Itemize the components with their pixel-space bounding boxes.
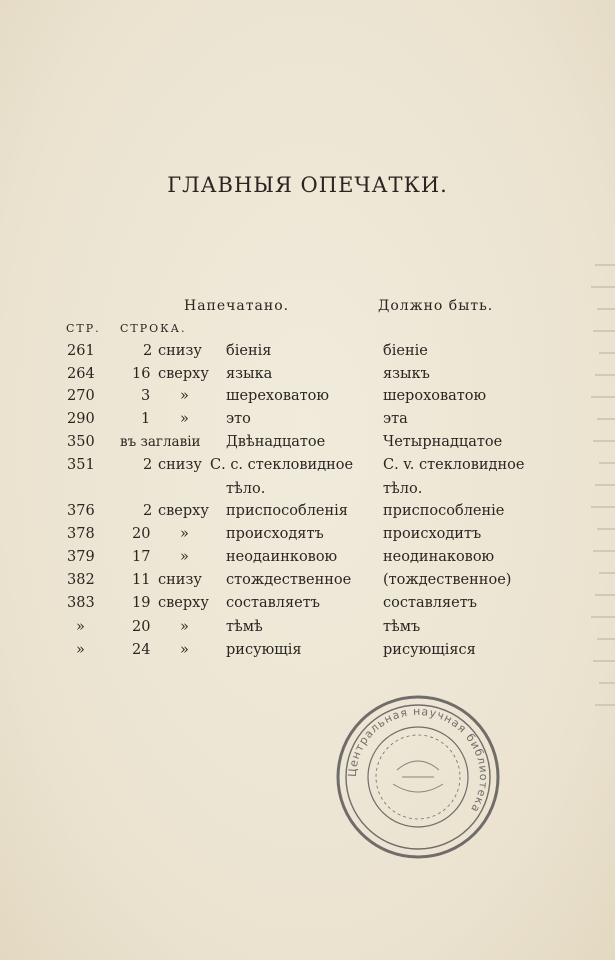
cell-side: снизу bbox=[158, 343, 202, 359]
cell-page: » bbox=[76, 619, 85, 635]
cell-line: 20 bbox=[132, 526, 151, 542]
header-should-be: Должно быть. bbox=[378, 298, 494, 314]
cell-printed: С. с. стекловидное bbox=[210, 457, 354, 473]
cell-line: въ заглавіи bbox=[120, 434, 201, 450]
cell-page: » bbox=[76, 642, 85, 658]
cell-printed: шереховатою bbox=[226, 388, 330, 404]
cell-side: » bbox=[180, 388, 189, 404]
cell-page: 382 bbox=[67, 572, 95, 588]
table-row bbox=[0, 592, 615, 614]
cell-side: » bbox=[180, 526, 189, 542]
table-row bbox=[0, 569, 615, 591]
table-row bbox=[0, 616, 615, 638]
table-row bbox=[0, 408, 615, 430]
cell-line: 20 bbox=[132, 619, 151, 635]
table-row bbox=[0, 385, 615, 407]
cell-printed: это bbox=[226, 411, 251, 427]
cell-page: 270 bbox=[67, 388, 95, 404]
table-row bbox=[0, 546, 615, 568]
cell-correct: тѣмъ bbox=[383, 619, 421, 635]
cell-correct: происходитъ bbox=[383, 526, 482, 542]
table-row bbox=[0, 523, 615, 545]
cell-correct: Четырнадцатое bbox=[383, 434, 503, 450]
cell-side: » bbox=[180, 642, 189, 658]
cell-page: 383 bbox=[67, 595, 95, 611]
cell-line: 2 bbox=[143, 503, 153, 519]
cell-printed: неодаинковою bbox=[226, 549, 338, 565]
cell-side: сверху bbox=[158, 503, 209, 519]
cell-correct: біеніе bbox=[383, 343, 428, 359]
cell-side: снизу bbox=[158, 457, 202, 473]
table-row bbox=[0, 431, 615, 453]
header-line: СТРОКА. bbox=[120, 322, 187, 335]
cell-correct: составляетъ bbox=[383, 595, 477, 611]
cell-page: 264 bbox=[67, 366, 95, 382]
svg-text:Центральная научная библиотека: Центральная научная библиотека bbox=[345, 704, 491, 816]
cell-line: 16 bbox=[132, 366, 151, 382]
cell-page: 351 bbox=[67, 457, 95, 473]
cell-line: 1 bbox=[141, 411, 151, 427]
cell-side: » bbox=[180, 619, 189, 635]
cell-page: 290 bbox=[67, 411, 95, 427]
cell-correct: языкъ bbox=[383, 366, 430, 382]
cell-side: » bbox=[180, 549, 189, 565]
cell-correct: (тождественное) bbox=[383, 572, 512, 588]
cell-page: 261 bbox=[67, 343, 95, 359]
table-row bbox=[0, 363, 615, 385]
cell-line: 3 bbox=[141, 388, 151, 404]
cell-printed: стождественное bbox=[226, 572, 352, 588]
cell-correct: неодинаковою bbox=[383, 549, 495, 565]
cell-correct: тѣло. bbox=[383, 481, 423, 497]
cell-printed: приспособленія bbox=[226, 503, 348, 519]
page-title: ГЛАВНЫЯ ОПЕЧАТКИ. bbox=[167, 173, 448, 197]
header-printed: Напечатано. bbox=[184, 298, 290, 314]
cell-line: 11 bbox=[132, 572, 151, 588]
table-row bbox=[0, 454, 615, 476]
cell-line: 19 bbox=[132, 595, 151, 611]
table-row bbox=[0, 478, 615, 500]
cell-line: 2 bbox=[143, 343, 153, 359]
library-stamp bbox=[327, 690, 509, 864]
cell-correct: приспособленіе bbox=[383, 503, 505, 519]
cell-line: 17 bbox=[132, 549, 151, 565]
cell-line: 2 bbox=[143, 457, 153, 473]
cell-printed: происходятъ bbox=[226, 526, 324, 542]
cell-printed: языка bbox=[226, 366, 273, 382]
cell-printed: составляетъ bbox=[226, 595, 320, 611]
cell-printed: рисующія bbox=[226, 642, 302, 658]
cell-correct: С. v. стекловидное bbox=[383, 457, 525, 473]
table-row bbox=[0, 639, 615, 661]
cell-printed: тѣло. bbox=[226, 481, 266, 497]
cell-page: 350 bbox=[67, 434, 95, 450]
cell-side: » bbox=[180, 411, 189, 427]
table-row bbox=[0, 500, 615, 522]
cell-page: 378 bbox=[67, 526, 95, 542]
cell-page: 376 bbox=[67, 503, 95, 519]
header-page: СТР. bbox=[66, 322, 101, 335]
cell-printed: Двѣнадцатое bbox=[226, 434, 326, 450]
cell-line: 24 bbox=[132, 642, 151, 658]
cell-printed: біенія bbox=[226, 343, 272, 359]
cell-page: 379 bbox=[67, 549, 95, 565]
cell-side: сверху bbox=[158, 595, 209, 611]
cell-side: снизу bbox=[158, 572, 202, 588]
table-row bbox=[0, 340, 615, 362]
cell-side: сверху bbox=[158, 366, 209, 382]
cell-correct: шероховатою bbox=[383, 388, 487, 404]
cell-correct: рисующіяся bbox=[383, 642, 476, 658]
cell-correct: эта bbox=[383, 411, 408, 427]
cell-printed: тѣмѣ bbox=[226, 619, 263, 635]
